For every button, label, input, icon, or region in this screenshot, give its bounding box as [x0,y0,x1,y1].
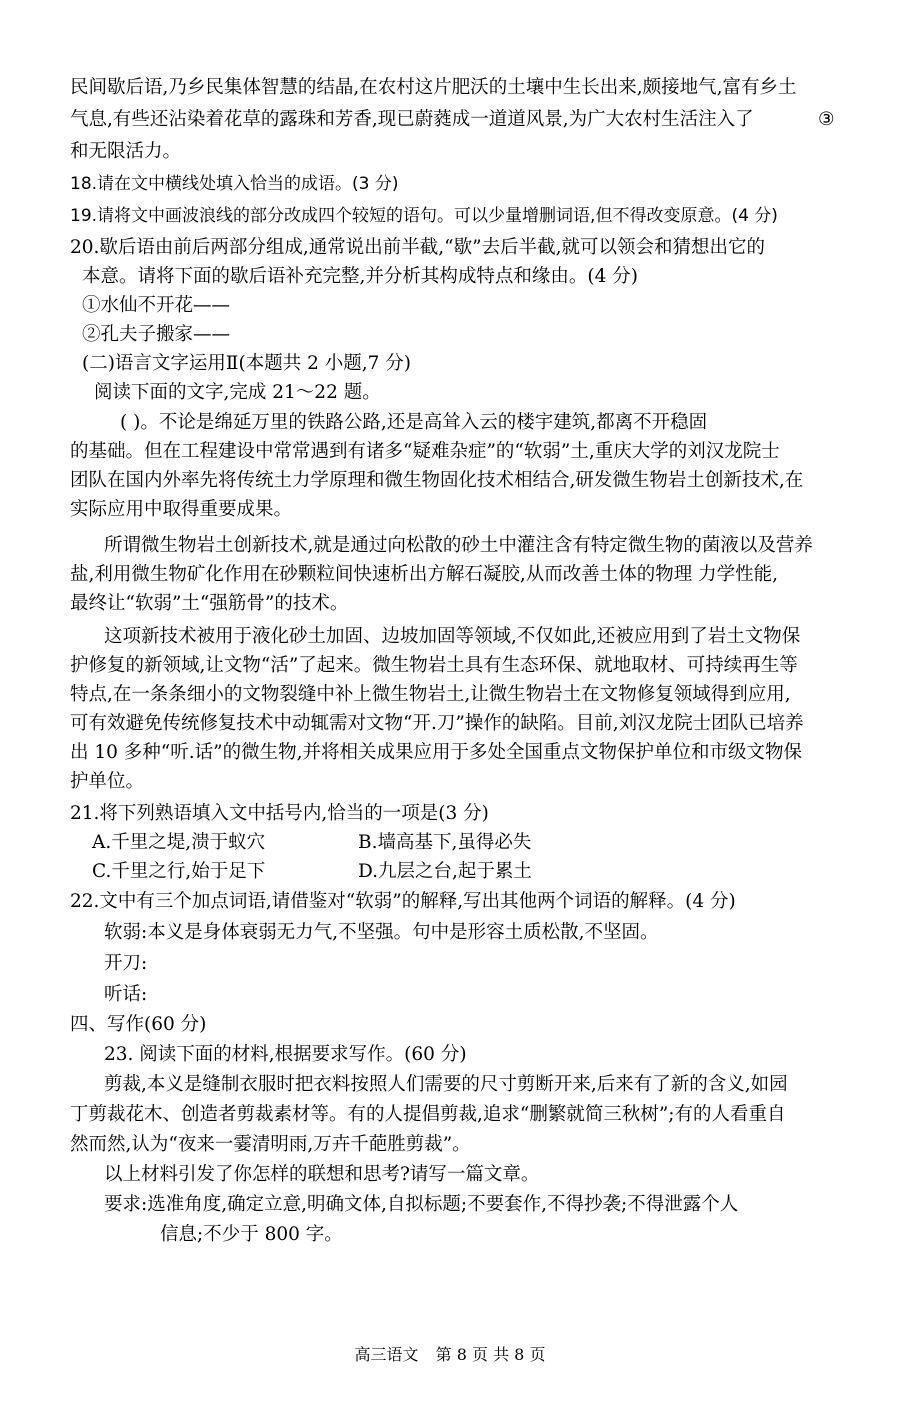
question-22-example: 软弱:本义是身体衰弱无力气,不坚强。句中是形容土质松散,不坚固。 [104,922,659,943]
passage2-p3-line-6: 护单位。 [70,771,145,792]
footer-page-number: 第 8 页 共 8 页 [435,1345,546,1364]
passage2-p3-line-4: 可有效避免传统修复技术中动辄需对文物“开.刀”操作的缺陷。目前,刘汉龙院士团队已培养 [70,713,804,734]
passage1-line-2: 气息,有些还沾染着花草的露珠和芳香,现已蔚蕤成一道道风景,为广大农村生活注入了 [70,109,754,130]
writing-prompt: 以上材料引发了你怎样的联想和思考?请写一篇文章。 [104,1164,540,1185]
passage2-p3-line-2: 护修复的新领域,让文物“活”了起来。微生物岩土具有生态环保、就地取材、可持续再生等 [70,655,798,676]
passage2-p3-line-3: 特点,在一条条细小的文物裂缝中补上微生物岩土,让微生物岩土在文物修复领域得到应用, [70,684,791,705]
question-22-kaidao: 开刀: [104,953,148,974]
question-22-tinghua: 听话: [104,984,148,1005]
question-21-stem: 21.将下列熟语填入文中括号内,恰当的一项是(3 分) [70,803,489,824]
material-line-2: 丁剪裁花木、创造者剪裁素材等。有的人提倡剪裁,追求“删繁就简三秋树”;有的人看重自 [70,1104,786,1125]
section-2-instruction: 阅读下面的文字,完成 21～22 题。 [94,382,381,403]
passage2-p1-line-1: ( )。不论是绵延万里的铁路公路,还是高耸入云的楼宇建筑,都离不开稳固 [120,412,708,433]
footer-subject: 高三语文 [354,1345,419,1364]
passage2-p3-line-5: 出 10 多种“听.话”的微生物,并将相关成果应用于多处全国重点文物保护单位和市级文物保 [70,742,802,763]
material-line-3: 然而然,认为“夜来一霎清明雨,万卉千葩胜剪裁”。 [70,1134,471,1155]
question-20-item-2: ②孔夫子搬家—— [82,324,231,345]
blank-marker-3: ③ [818,109,835,130]
passage2-p2-line-2: 盐,利用微生物矿化作用在砂颗粒间快速析出方解石凝胶,从而改善土体的物理 力学性能, [70,564,779,585]
question-21-option-a: A.千里之堤,溃于蚁穴 [92,832,266,853]
requirements-line-1: 要求:选准角度,确定立意,明确文体,自拟标题;不要套作,不得抄袭;不得泄露个人 [104,1194,739,1215]
question-22-stem: 22.文中有三个加点词语,请借鉴对“软弱”的解释,写出其他两个词语的解释。(4 分) [70,891,736,912]
passage2-p3-line-1: 这项新技术被用于液化砂土加固、边坡加固等领域,不仅如此,还被应用到了岩土文物保 [104,626,801,647]
passage2-p2-line-1: 所谓微生物岩土创新技术,就是通过向松散的砂土中灌注含有特定微生物的菌液以及营养 [104,535,813,556]
material-line-1: 剪裁,本义是缝制衣服时把衣料按照人们需要的尺寸剪断开来,后来有了新的含义,如园 [104,1074,788,1095]
passage2-p2-line-3: 最终让“软弱”土“强筋骨”的技术。 [70,593,349,614]
passage1-line-3: 和无限活力。 [70,141,182,162]
passage2-p1-line-4: 实际应用中取得重要成果。 [70,499,293,520]
question-19: 19.请将文中画波浪线的部分改成四个较短的语句。可以少量增删词语,但不得改变原意。(4 分) [70,206,778,226]
question-20-line-2: 本意。请将下面的歇后语补充完整,并分析其构成特点和缘由。(4 分) [82,266,638,287]
passage2-p1-line-3: 团队在国内外率先将传统土力学原理和微生物固化技术相结合,研发微生物岩土创新技术,在 [70,470,804,491]
passage1-line-1: 民间歇后语,乃乡民集体智慧的结晶,在农村这片肥沃的土壤中生长出来,颇接地气,富有乡土 [70,77,797,98]
passage2-p1-line-2: 的基础。但在工程建设中常常遇到有诸多“疑难杂症”的“软弱”土,重庆大学的刘汉龙院士 [70,441,780,462]
question-20-item-1: ①水仙不开花—— [82,295,231,316]
section-2-heading: (二)语言文字运用Ⅱ(本题共 2 小题,7 分) [82,353,412,374]
question-21-option-b: B.墙高基下,虽得必失 [358,832,532,853]
requirements-line-2: 信息;不少于 800 字。 [160,1224,343,1245]
section-4-heading: 四、写作(60 分) [70,1014,207,1035]
page-footer [0,1342,900,1365]
question-23-stem: 23. 阅读下面的材料,根据要求写作。(60 分) [104,1044,467,1065]
question-21-option-d: D.九层之台,起于累土 [358,861,532,882]
question-21-option-c: C.千里之行,始于足下 [92,861,266,882]
question-18: 18.请在文中横线处填入恰当的成语。(3 分) [70,174,399,194]
question-20-line-1: 20.歇后语由前后两部分组成,通常说出前半截,“歇”去后半截,就可以领会和猜想出它的 [70,237,765,258]
